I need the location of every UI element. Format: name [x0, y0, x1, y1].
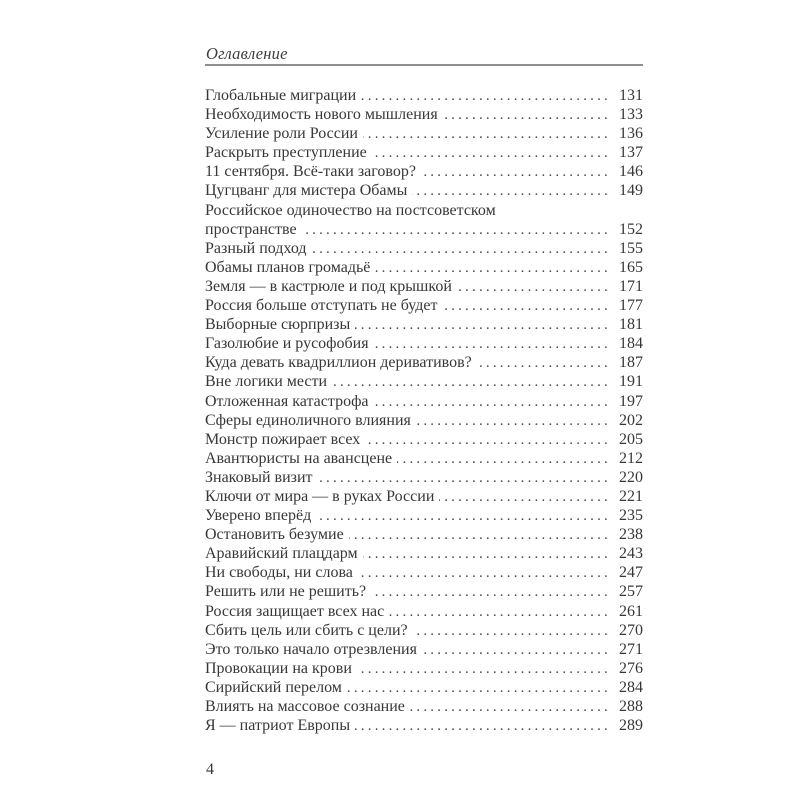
toc-entry-title: Земля — в кастрюле и под крышкой	[205, 277, 452, 295]
toc-entry	[205, 181, 643, 200]
toc-entry-title: Сирийский перелом	[205, 678, 342, 696]
toc-entry	[205, 86, 643, 105]
toc-entry-page: 261	[619, 602, 643, 620]
dot-leader	[355, 716, 611, 736]
toc-entry-title: Решить или не решить?	[205, 583, 367, 601]
toc-entry-page: 131	[619, 87, 643, 104]
page-number: 4	[206, 761, 214, 778]
toc-entry-page: 181	[619, 316, 643, 334]
toc-entry	[205, 411, 643, 430]
toc-entry-title: Это только начало отрезвления	[205, 640, 417, 658]
toc-entry	[205, 506, 643, 525]
dot-leader	[374, 392, 611, 412]
toc-entry-title: Сферы единоличного влияния	[205, 411, 411, 429]
dot-leader	[349, 525, 611, 545]
toc-entry	[205, 640, 643, 659]
toc-entry	[205, 334, 643, 353]
toc-entry-page: 220	[619, 468, 643, 486]
toc-entry-title: Аравийский плацдарм	[205, 545, 358, 563]
toc-entry-title: Монстр пожирает всех	[205, 430, 361, 448]
toc-entry	[205, 124, 643, 143]
toc-entry-title: Россия защищает всех нас	[205, 602, 385, 620]
dot-leader	[477, 353, 611, 373]
dot-leader	[439, 487, 611, 507]
toc-entry-page: 155	[619, 239, 643, 257]
toc-entry-page: 276	[619, 659, 643, 677]
toc-entry-title: Куда девать квадриллион деривативов?	[205, 354, 472, 372]
toc-entry-title: Российское одиночество на постсоветском	[205, 201, 496, 219]
toc-entry-page: 197	[619, 392, 643, 410]
dot-leader	[357, 659, 611, 679]
dot-leader	[355, 315, 611, 335]
dot-leader	[410, 697, 611, 717]
toc-entry-page: 152	[619, 220, 643, 238]
dot-leader	[361, 86, 611, 106]
toc-entry-page: 136	[619, 125, 643, 143]
toc-entry-page: 247	[619, 564, 643, 582]
toc-entry-title: Цугцванг для мистера Обамы	[205, 182, 408, 200]
dot-leader	[375, 258, 611, 278]
dot-leader	[421, 162, 611, 182]
toc-entry	[205, 487, 643, 506]
dot-leader	[371, 582, 611, 602]
toc-entry-title: Сбить цель или сбить с цели?	[205, 621, 408, 639]
toc-entry-page: 191	[619, 373, 643, 391]
dot-leader	[397, 449, 611, 469]
toc-entry-page: 165	[619, 258, 643, 276]
toc-entry-title: Провокации на крови	[205, 659, 352, 677]
toc-entry	[205, 277, 643, 296]
toc-entry-page: 289	[619, 717, 643, 735]
dot-leader	[365, 430, 611, 450]
toc-entry	[205, 582, 643, 601]
toc-entry	[205, 220, 643, 239]
toc-entry-title: Вне логики мести	[205, 373, 328, 391]
toc-entry-page: 184	[619, 335, 643, 353]
dot-leader	[318, 468, 612, 488]
dot-leader	[442, 296, 611, 316]
toc-entry-page: 171	[619, 277, 643, 295]
toc-entry-title: Газолюбие и русофобия	[205, 335, 369, 353]
dot-leader	[389, 602, 611, 622]
toc-entry	[205, 621, 643, 640]
toc-entry	[205, 296, 643, 315]
dot-leader	[302, 220, 611, 240]
toc-entry-page: 137	[619, 144, 643, 162]
toc-entry	[205, 162, 643, 181]
toc-entry-title: Раскрыть преступление	[205, 144, 367, 162]
toc-entry-page: 243	[619, 545, 643, 563]
toc-entry-title: Усиление роли России	[205, 125, 358, 143]
toc-entry-page: 284	[619, 678, 643, 696]
dot-leader	[413, 621, 611, 641]
toc-entry-title: Остановить безумие	[205, 526, 344, 544]
toc-entry-page: 212	[619, 449, 643, 467]
toc-entry	[205, 563, 643, 582]
toc-entry	[205, 392, 643, 411]
toc-entry	[205, 468, 643, 487]
toc-entry-title: Уверено вперёд	[205, 507, 312, 525]
toc-entry	[205, 143, 643, 162]
dot-leader	[358, 563, 611, 583]
dot-leader	[363, 544, 611, 564]
toc-entry	[205, 716, 643, 735]
toc-entry-title: Отложенная катастрофа	[205, 392, 369, 410]
dot-leader	[372, 143, 611, 163]
toc-entry	[205, 697, 643, 716]
toc-entry-title: пространстве	[205, 220, 297, 238]
toc-entry-page: 257	[619, 583, 643, 601]
running-header-title: Оглавление	[206, 44, 288, 63]
toc-entry-page: 205	[619, 430, 643, 448]
dot-leader	[422, 640, 611, 660]
toc-entry	[205, 258, 643, 277]
toc-entry-page: 146	[619, 163, 643, 181]
toc-entry-title: Обамы планов громадьё	[205, 258, 371, 276]
toc-entry-page: 238	[619, 526, 643, 544]
toc-entry	[205, 353, 643, 372]
toc-entry	[205, 430, 643, 449]
toc-entry-title: Ключи от мира — в руках России	[205, 487, 435, 505]
toc-entry	[205, 239, 643, 258]
toc-entry-page: 177	[619, 297, 643, 315]
dot-leader	[347, 678, 611, 698]
dot-leader	[312, 239, 611, 259]
toc-entry	[205, 678, 643, 697]
toc-entry	[205, 544, 643, 563]
toc-entry-title: Россия больше отступать не будет	[205, 297, 438, 315]
dot-leader	[332, 372, 611, 392]
toc-entry	[205, 525, 643, 544]
toc-entry-page: 270	[619, 621, 643, 639]
toc-list	[205, 86, 643, 735]
toc-entry-title: Авантюристы на авансцене	[205, 449, 393, 467]
dot-leader	[416, 411, 611, 431]
toc-entry-title: 11 сентября. Всё-таки заговор?	[205, 163, 416, 181]
toc-entry	[205, 659, 643, 678]
toc-entry-page: 202	[619, 411, 643, 429]
toc-entry	[205, 315, 643, 334]
toc-entry-title: Выборные сюрпризы	[205, 316, 351, 334]
toc-entry-page: 149	[619, 182, 643, 200]
toc-entry-page: 221	[619, 487, 643, 505]
toc-entry-title: Я — патриот Европы	[205, 717, 351, 735]
dot-leader	[363, 124, 611, 144]
toc-entry-title: Ни свободы, ни слова	[205, 564, 353, 582]
toc-entry-title: Необходимость нового мышления	[205, 106, 438, 124]
toc-entry-page: 133	[619, 106, 643, 124]
toc-entry-title: Глобальные миграции	[205, 87, 357, 104]
dot-leader	[457, 277, 611, 297]
toc-entry-page: 271	[619, 640, 643, 658]
dot-leader	[374, 334, 611, 354]
toc-entry-page: 288	[619, 698, 643, 715]
toc-entry-page: 235	[619, 507, 643, 525]
toc-entry-page: 187	[619, 354, 643, 372]
toc-entry	[205, 105, 643, 124]
toc-entry-title: Влиять на массовое сознание	[205, 698, 405, 715]
toc-entry	[205, 449, 643, 468]
dot-leader	[412, 181, 611, 201]
toc-entry-title: Знаковый визит	[205, 468, 313, 486]
toc-entry	[205, 201, 643, 220]
toc-entry	[205, 372, 643, 391]
toc-entry	[205, 602, 643, 621]
header-rule	[205, 64, 643, 66]
running-header	[206, 44, 644, 63]
dot-leader	[316, 506, 611, 526]
toc-entry-title: Разный подход	[205, 239, 307, 257]
dot-leader	[443, 105, 611, 125]
